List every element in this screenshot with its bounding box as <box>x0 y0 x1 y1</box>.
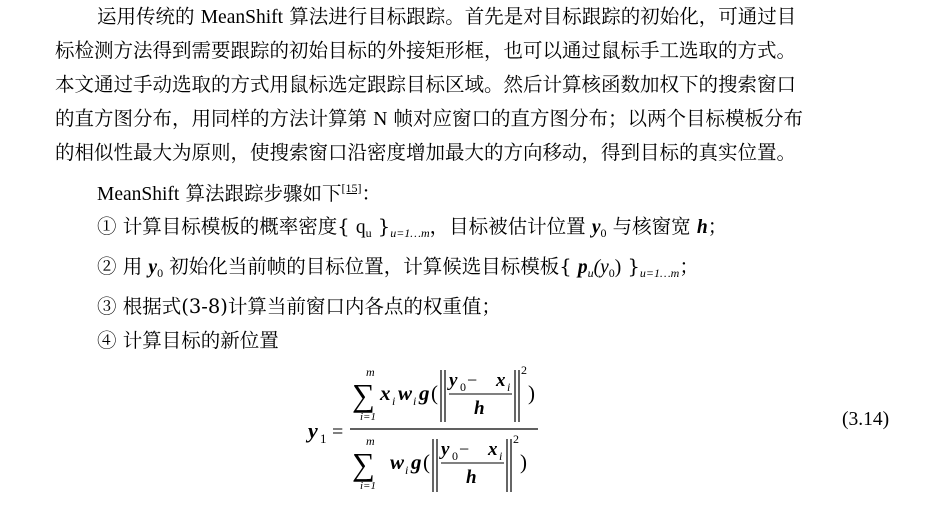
paragraph-line-3: 本文通过手动选取的方式用鼠标选定跟踪目标区域。然后计算核函数加权下的搜索窗口 <box>55 73 797 96</box>
eq-close-paren: ) <box>528 381 535 405</box>
paragraph-line-1 <box>97 0 796 35</box>
text-segment: 运用传统的 <box>97 5 201 28</box>
math-subscript: u <box>365 226 372 240</box>
eq-w: w <box>398 381 413 405</box>
eq-sum-symbol: ∑ <box>352 446 375 482</box>
math-range: u=1…m <box>639 266 680 280</box>
eq-y0: y <box>441 439 450 460</box>
step-3 <box>97 290 501 324</box>
eq-y0: y <box>449 370 458 391</box>
eq-g: g <box>411 450 422 474</box>
math-range: u=1…m <box>390 226 430 240</box>
eq-subscript-i: i <box>392 394 396 408</box>
eq-close-paren: ) <box>520 450 527 474</box>
step-text: 计算目标模板的概率密度{ <box>116 215 356 238</box>
step-4 <box>97 324 279 358</box>
eq-subscript-0: 0 <box>460 380 466 394</box>
eq-sum-lower: i=1 <box>360 480 376 492</box>
math-h: h <box>696 217 708 238</box>
equation-number: (3.14) <box>842 409 890 430</box>
eq-open-paren: ( <box>423 450 430 474</box>
math-subscript: 0 <box>157 266 164 280</box>
step-text: 根据式(3-8)计算当前窗口内各点的权重值； <box>116 295 501 318</box>
eq-subscript-i: i <box>499 449 503 463</box>
paragraph-line-5: 的相似性最大为原则，使搜索窗口沿密度增加最大的方向移动，得到目标的真实位置。 <box>55 141 797 164</box>
math-argument: (y <box>593 257 609 278</box>
eq-subscript-0: 0 <box>452 449 458 463</box>
step-text: 初始化当前帧的目标位置，计算候选目标模板{ <box>163 255 578 278</box>
paragraph-line-2: 标检测方法得到需要跟踪的初始目标的外接矩形框，也可以通过鼠标手工选取的方式。 <box>55 39 797 62</box>
eq-minus: − <box>467 370 478 390</box>
eq-sum-symbol: ∑ <box>352 377 375 413</box>
step-marker: ① <box>97 215 117 238</box>
algorithm-name: MeanShift <box>97 184 180 205</box>
eq-g: g <box>419 381 430 405</box>
eq-lhs-subscript: 1 <box>320 431 327 446</box>
math-subscript: 0 <box>600 226 607 240</box>
eq-subscript-i: i <box>507 380 511 394</box>
eq-h: h <box>474 398 485 419</box>
math-subscript: 0 <box>608 266 615 280</box>
step-2 <box>97 250 699 290</box>
eq-sum-upper: m <box>366 365 375 379</box>
math-y: y <box>591 217 601 238</box>
punctuation: ； <box>707 215 728 238</box>
citation-link[interactable]: [15] <box>341 181 362 195</box>
eq-sum-lower: i=1 <box>360 411 376 423</box>
step-text: 与核窗宽 <box>606 215 697 238</box>
text-segment: 算法进行目标跟踪。首先是对目标跟踪的初始化，可通过目 <box>283 5 797 28</box>
step-marker: ③ <box>97 295 117 318</box>
math-brace: } <box>371 215 391 238</box>
eq-minus: − <box>459 439 470 459</box>
eq-x: x <box>380 381 391 405</box>
eq-sum-upper: m <box>366 434 375 448</box>
frame-symbol: N <box>373 109 388 130</box>
eq-lhs: y <box>308 418 318 443</box>
step-marker: ④ <box>97 329 117 352</box>
step-text: 用 <box>116 255 149 278</box>
colon: ： <box>361 182 382 205</box>
eq-xi: x <box>488 439 498 460</box>
eq-w: w <box>390 450 405 474</box>
equation-3-14 <box>300 362 560 500</box>
text-segment: 帧对应窗口的直方图分布；以两个目标模板分布 <box>387 107 803 130</box>
text-segment: 的直方图分布，用同样的方法计算第 <box>55 107 374 130</box>
paragraph-line-4 <box>55 102 803 137</box>
step-text: ，目标被估计位置 <box>429 215 592 238</box>
step-text: 计算目标的新位置 <box>116 329 279 352</box>
math-q: q <box>355 217 366 238</box>
math-p: p <box>577 257 588 278</box>
math-brace: } <box>621 255 640 278</box>
steps-intro <box>97 171 381 212</box>
eq-open-paren: ( <box>431 381 438 405</box>
algorithm-name: MeanShift <box>200 7 284 28</box>
eq-subscript-i: i <box>405 463 409 477</box>
punctuation: ； <box>679 255 699 278</box>
eq-power: 2 <box>521 363 527 377</box>
eq-equals: = <box>332 421 344 443</box>
eq-power: 2 <box>513 432 519 446</box>
steps-intro-text: 算法跟踪步骤如下 <box>179 182 342 205</box>
math-paren: ) <box>614 257 622 278</box>
eq-h: h <box>466 467 477 488</box>
math-y: y <box>148 257 158 278</box>
step-marker: ② <box>97 255 117 278</box>
step-1 <box>97 210 727 250</box>
math-subscript: u <box>587 266 594 280</box>
eq-xi: x <box>496 370 506 391</box>
eq-subscript-i: i <box>413 394 417 408</box>
